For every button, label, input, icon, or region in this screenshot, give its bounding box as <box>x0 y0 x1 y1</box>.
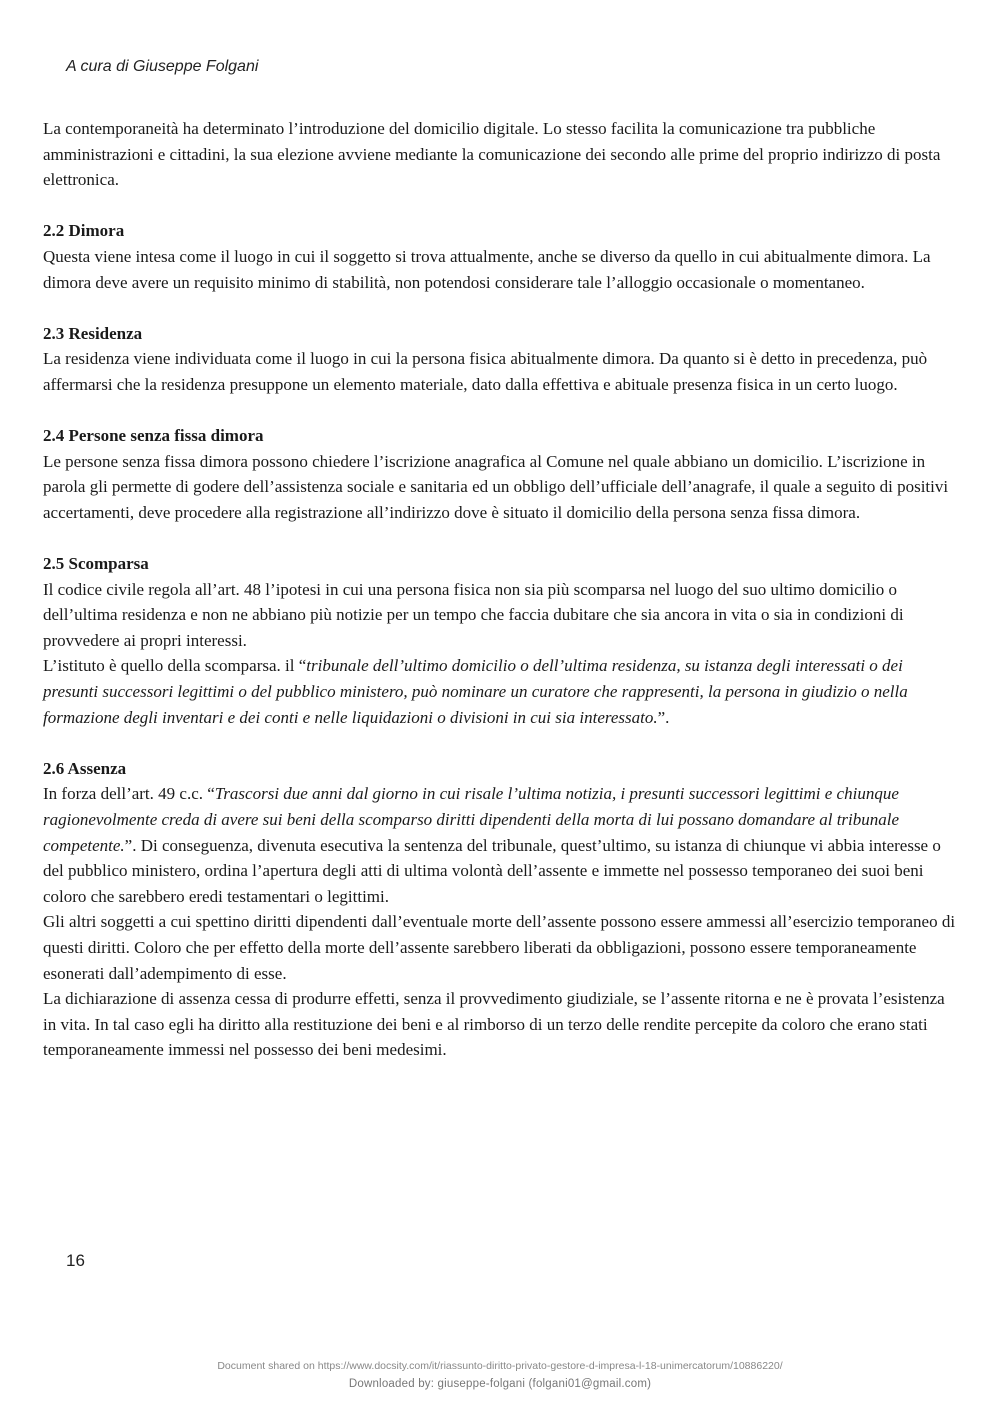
section-paragraph: La residenza viene individuata come il luogo in cui la persona fisica abitualmente dimora. Da quanto si è detto in precedenza, può affermarsi che la residenza presuppone un elemento materiale, dato dalla effettiva e abituale presenza fisica in un certo luogo. <box>43 349 928 394</box>
section-dimora <box>43 218 959 295</box>
section-assenza <box>43 756 959 1063</box>
quoted-text: tribunale dell’ultimo domicilio o dell’ultima residenza, su istanza degli interessati o dei presunti successori legittimi o del pubblico ministero, può nominare un curatore che rappresenti, la persona in giudizio o nella formazione degli inventari e dei conti e nelle liquidazioni o divisioni in cui sia interessato. <box>43 656 908 727</box>
section-title: 2.4 Persone senza fissa dimora <box>43 426 264 446</box>
page-number: 16 <box>66 1251 85 1270</box>
footer-downloaded-by: Downloaded by: giuseppe-folgani (folgani01@gmail.com) <box>348 1378 652 1390</box>
text-run: ”. Di conseguenza, divenuta esecutiva la sentenza del tribunale, quest’ultimo, su istanza di chiunque vi abbia interesse o del pubblico ministero, ordina l’apertura degli atti di ultima volontà dell’assente e immette nel possesso temporaneo dei suoi beni coloro che sarebbero eredi testamentari o legittimi. <box>43 835 941 906</box>
section-title: 2.3 Residenza <box>43 323 143 343</box>
text-run: L’istituto è quello della scomparsa. il “ <box>43 656 307 676</box>
section-paragraph: Gli altri soggetti a cui spettino diritti dipendenti dall’eventuale morte dell’assente possono essere ammessi all’esercizio temporaneo di questi diritti. Coloro che per effetto della morte dell’assente sarebbero liberati da obbligazioni, possono essere temporaneamente esonerati dall’adempimento di esse. <box>43 912 956 983</box>
text-run: In forza dell’art. 49 c.c. “ <box>43 784 215 804</box>
section-title: 2.6 Assenza <box>43 758 127 778</box>
section-paragraph-quote <box>43 653 959 730</box>
section-senza-fissa-dimora <box>43 423 959 525</box>
section-paragraph: Le persone senza fissa dimora possono chiedere l’iscrizione anagrafica al Comune nel quale abbiano un domicilio. L’iscrizione in parola gli permette di godere dell’assistenza sociale e sanitaria ed un obbligo dell’ufficiale dell’anagrafe, il quale a seguito di positivi accertamenti, deve procedere alla registrazione all’indirizzo dove è situato il domicilio della persona senza fissa dimora. <box>43 451 949 522</box>
section-paragraph: Il codice civile regola all’art. 48 l’ipotesi in cui una persona fisica non sia più scomparsa nel luogo del suo ultimo domicilio o dell’ultima residenza e non ne abbiano più notizie per un tempo che faccia dubitare che sia ancora in vita o sia in condizioni di provvedere ai propri interessi. <box>43 579 904 650</box>
footer-shared-link[interactable]: Document shared on https://www.docsity.com/it/riassunto-diritto-privato-gestore-d-impresa-l-18-unimercatorum/10886220/ <box>217 1360 783 1372</box>
section-paragraph: La dichiarazione di assenza cessa di produrre effetti, senza il provvedimento giudiziale, se l’assente ritorna e ne è provata l’esistenza in vita. In tal caso egli ha diritto alla restituzione dei beni e al rimborso di un terzo delle rendite percepite da coloro che erano stati temporaneamente immessi nel possesso dei beni medesimi. <box>43 989 945 1060</box>
document-body <box>43 116 959 1063</box>
section-title: 2.5 Scomparsa <box>43 554 149 574</box>
section-paragraph-quote <box>43 781 959 909</box>
section-scomparsa <box>43 551 959 730</box>
section-residenza <box>43 321 959 398</box>
quoted-text: Trascorsi due anni dal giorno in cui risale l’ultima notizia, i presunti successori legittimi e chiunque ragionevolmente creda di avere sui beni della scomparso diritti dipendenti della morta di lui possano domandare al tribunale competente. <box>43 784 900 855</box>
section-title: 2.2 Dimora <box>43 221 125 241</box>
text-run: ”. <box>657 707 670 727</box>
page-header: A cura di Giuseppe Folgani <box>66 58 259 75</box>
section-paragraph: Questa viene intesa come il luogo in cui il soggetto si trova attualmente, anche se diverso da quello in cui abitualmente dimora. La dimora deve avere un requisito minimo di stabilità, non potendosi considerare tale l’alloggio occasionale o momentaneo. <box>43 246 931 292</box>
intro-paragraph: La contemporaneità ha determinato l’introduzione del domicilio digitale. Lo stesso facilita la comunicazione tra pubbliche amministrazioni e cittadini, la sua elezione avviene mediante la comunicazione dei secondo alle prime del proprio indirizzo di posta elettronica. <box>43 119 941 190</box>
